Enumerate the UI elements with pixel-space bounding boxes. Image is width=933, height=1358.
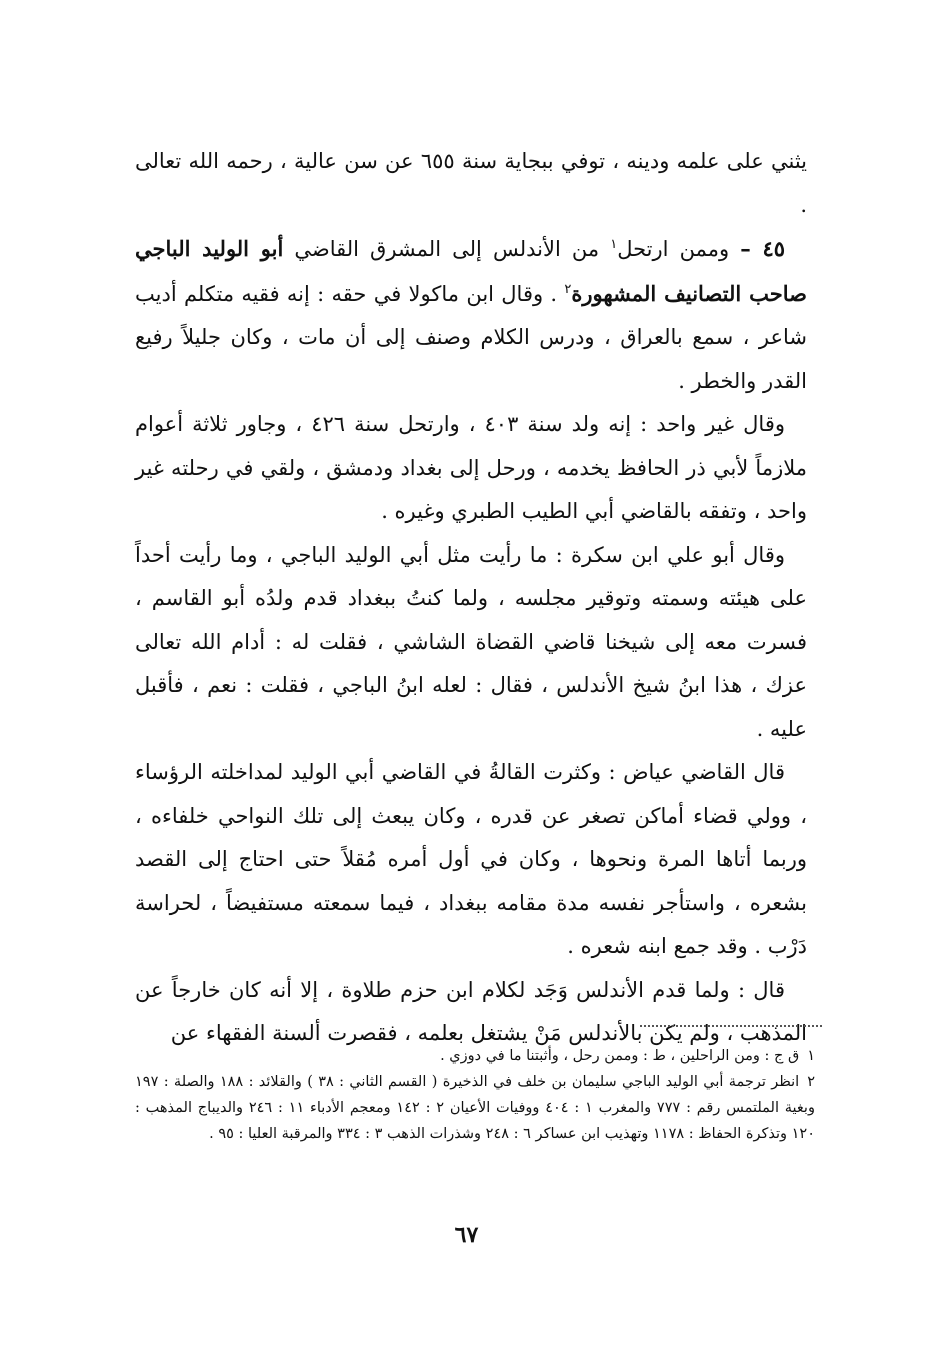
footnote-text: انظر ترجمة أبي الوليد الباجي سليمان بن خلف في الذخيرة ( القسم الثاني : ٣٨ ) والقلائد : ١٨٨ والصلة : ١٩٧ وبغية الملتمس رقم : ٧٧٧ والمغرب ١ : ٤٠٤ ووفيات الأعيان ٢ : ١٤٢ ومعجم الأدباء ١١ : ٢٤٦ والديباج المذهب : ١٢٠ وتذكرة الحفاظ : ١١٧٨ وتهذيب ابن عساكر ٦ : ٢٤٨ وشذرات الذهب ٣ : ٣٣٤ والمرقبة العليا : ٩٥ . [135,1074,815,1142]
main-text [135,140,807,1056]
paragraph-4: وقال أبو علي ابن سكرة : ما رأيت مثل أبي الوليد الباجي ، وما رأيت أحداً على هيئته وسمته وتوقير مجلسه ، ولما كنتُ ببغداد قدم ولدُه أبو القاسم ، فسرت معه إلى شيخنا قاضي القضاة الشاشي ، فقلت له : أدام الله تعالى عزك ، هذا ابنُ شيخ الأندلس ، فقال : لعله ابنُ الباجي ، فقلت : نعم ، فأقبل عليه . [135,542,807,741]
paragraph-6: قال : ولما قدم الأندلس وَجَد لكلام ابن حزم طلاوة ، إلا أنه كان خارجاً عن المذهب ، ولم يكن بالأندلس مَنْ يشتغل بعلمه ، فقصرت ألسنة الفقهاء عن [135,977,807,1045]
footnote-2 [135,1069,815,1147]
paragraph-1: يثني على علمه ودينه ، توفي ببجاية سنة ٦٥٥ عن سن عالية ، رحمه الله تعالى . [135,149,807,217]
footnote-number: ١ [807,1048,815,1064]
subject-name: أبو الوليد الباجي صاحب التصانيف المشهورة [135,236,807,306]
paragraph-2-middle: من الأندلس إلى المشرق القاضي [283,237,611,261]
footnote-divider [640,1025,822,1027]
footnote-number: ٢ [807,1074,816,1090]
paragraph-2-before: وممن ارتحل [617,237,741,261]
paragraph-3: وقال غير واحد : إنه ولد سنة ٤٠٣ ، وارتحل سنة ٤٢٦ ، وجاور ثلاثة أعوام ملازماً لأبي ذر الحافظ يخدمه ، ورحل إلى بغداد ودمشق ، ولقي في رحلته غير واحد ، وتفقه بالقاضي أبي الطيب الطبري وغيره . [135,412,807,523]
page-number: ٦٧ [454,1222,479,1248]
entry-number: ٤٥ – [740,236,785,261]
footnote-ref-2: ٢ [564,281,572,297]
paragraph-5: قال القاضي عياض : وكثرت القالةُ في القاضي أبي الوليد لمداخلته الرؤساء ، وولي قضاء أماكن تصغر عن قدره ، وكان يبعث إلى تلك النواحي خلفاءه ، وربما أتاها المرة ونحوها ، وكان في أول أمره مُقلاً حتى احتاج إلى القصد بشعره ، واستأجر نفسه مدة مقامه ببغداد ، فيما سمعته مستفيضاً ، لحراسة دَرْب . وقد جمع ابنه شعره . [135,760,807,958]
paragraph-2 [135,227,807,403]
footnote-text: ق ج : ومن الراحلين ، ط : وممن رحل ، وأثبتنا ما في دوزي . [440,1048,800,1064]
paragraph-2-after: . وقال ابن ماكولا في حقه : إنه فقيه متكلم أديب شاعر ، سمع بالعراق ، ودرس الكلام وصنف إلى أن مات ، وكان جليلاً رفيع القدر والخطر . [135,281,807,393]
footnote-ref-1: ١ [610,237,618,252]
footnotes [135,1043,815,1147]
footnote-1 [135,1043,815,1069]
